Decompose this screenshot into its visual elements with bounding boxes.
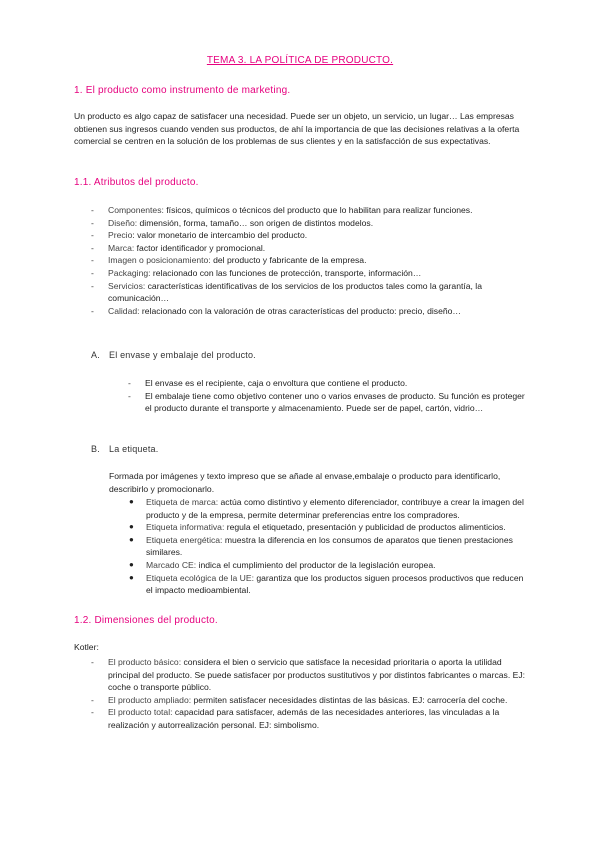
list-item: ● Etiqueta ecológica de la UE: garantiza que los productos siguen procesos productivos que reducen el impacto medioambiental. [129,572,524,596]
list-item: - Precio: valor monetario de intercambio del producto. [91,230,308,241]
list-item: - El embalaje tiene como objetivo contener uno o varios envases de producto. Su función es proteger el producto durante el transporte y almacenamiento. Puede ser de papel, cartón, vidrio… [128,390,525,414]
envase-list [128,377,525,415]
section-1-1-heading: 1.1. Atributos del producto. [74,177,199,188]
list-item: - Servicios: características identificativas de los servicios de los productos tales como la garantía, la comunicación… [91,280,482,304]
subsection-b-heading: B. La etiqueta. [91,444,159,454]
list-item: - Calidad: relacionado con la valoración de otras características del producto: precio, diseño… [91,305,462,316]
list-item: - Diseño: dimensión, forma, tamaño… son origen de distintos modelos. [91,217,374,228]
list-item: - El envase es el recipiente, caja o envoltura que contiene el producto. [128,378,408,388]
etiqueta-intro: Formada por imágenes y texto impreso que se añade al envase,embalaje o producto para identificarlo, describirlo y promocionarlo. [109,471,501,494]
section-1-2-heading: 1.2. Dimensiones del producto. [74,615,218,626]
etiqueta-list [129,496,526,597]
dimensions-list [91,656,528,732]
subsection-a-heading: A. El envase y embalaje del producto. [91,350,256,360]
section-1-paragraph: Un producto es algo capaz de satisfacer una necesidad. Puede ser un objeto, un servicio, un lugar… Las empresas obtienen sus ingresos cuando venden sus productos, de ahí la importancia de que las decisiones relativas a la oferta comercial se centren en la solución de los problemas de sus clientes y en la satisfacción de sus expectativas. [74,111,520,147]
page-title: TEMA 3. LA POLÍTICA DE PRODUCTO. [206,55,394,66]
list-item: ● Etiqueta energética: muestra la diferencia en los consumos de aparatos que tienen prestaciones similares. [129,534,513,558]
list-item: - Imagen o posicionamiento: del producto y fabricante de la empresa. [91,255,367,266]
section-1-heading: 1. El producto como instrumento de marketing. [74,85,291,96]
list-item: ● Marcado CE: indica el cumplimiento del productor de la legislación europea. [129,559,436,570]
attributes-list [91,204,528,317]
list-item: ● Etiqueta de marca: actúa como distintivo y elemento diferenciador, contribuye a crear la imagen del producto y de la empresa, permite determinar preferencias entre los compradores. [129,497,524,520]
list-item: - Packaging: relacionado con las funciones de protección, transporte, información… [91,267,422,278]
list-item: - Marca: factor identificador y promocional. [91,242,266,253]
list-item: - El producto total: capacidad para satisfacer, además de las necesidades anteriores, las vinculadas a la realización y autorrealización personal. EJ: simbolismo. [91,707,500,730]
list-item: ● Etiqueta informativa: regula el etiquetado, presentación y publicidad de productos alimenticios. [129,522,506,533]
kotler-label: Kotler: [74,642,99,652]
list-item: - Componentes: físicos, químicos o técnicos del producto que lo habilitan para realizar funciones. [91,205,473,215]
list-item: - El producto ampliado: permiten satisfacer necesidades distintas de las básicas. EJ: carrocería del coche. [91,694,508,705]
list-item: - El producto básico: considera el bien o servicio que satisface la necesidad prioritaria o aporta la utilidad principal del producto. Se puede satisfacer por productos sustitutivos y por distintos fabricantes o marcas. EJ: coche o transporte público. [91,657,526,693]
